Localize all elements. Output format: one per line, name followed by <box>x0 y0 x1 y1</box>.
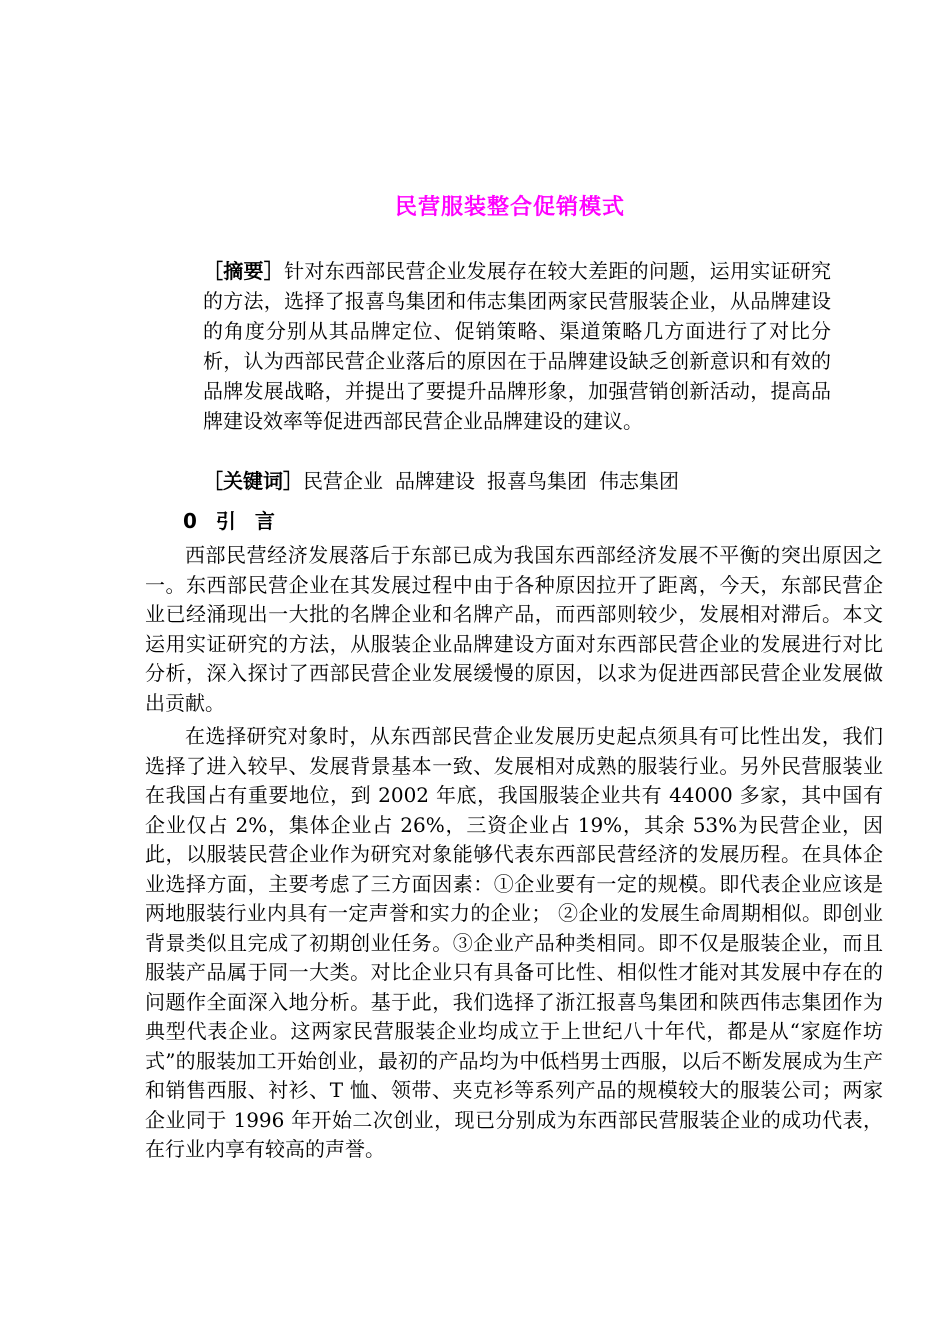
body-paragraph: 西部民营经济发展落后于东部已成为我国东西部经济发展不平衡的突出原因之一。东西部民营企业在其发展过程中由于各种原因拉开了距离，今天，东部民营企业已经涌现出一大批的名牌企业和名牌产品，而西部则较少，发展相对滞后。本文运用实证研究的方法，从服装企业品牌建设方面对东西部民营企业的发展进行对比分析，深入探讨了西部民营企业发展缓慢的原因，以求为促进西部民营企业发展做出贡献。 <box>145 543 883 715</box>
keyword-item: 报喜鸟集团 <box>487 469 587 493</box>
abstract <box>203 256 831 436</box>
abstract-label: ［摘要］ <box>203 259 285 283</box>
body-paragraph: 在选择研究对象时，从东西部民营企业发展历史起点须具有可比性出发，我们选择了进入较早、发展背景基本一致、发展相对成熟的服装行业。另外民营服装业在我国占有重要地位，到 2002 年底，我国服装企业共有 44000 多家，其中国有企业仅占 2%，集体企业占 26%，三资企业占 19%，其余 53%为民营企业，因此，以服装民营企业作为研究对象能够代表东西部民营经济的发展历程。在具体企业选择方面，主要考虑了三方面因素：①企业要有一定的规模。即代表企业应该是两地服装行业内具有一定声誉和实力的企业； ②企业的发展生命周期相似。即创业背景类似且完成了初期创业任务。③企业产品种类相同。即不仅是服装企业，而且服装产品属于同一大类。对比企业只有具备可比性、相似性才能对其发展中存在的问题作全面深入地分析。基于此，我们选择了浙江报喜鸟集团和陕西伟志集团作为典型代表企业。这两家民营服装企业均成立于上世纪八十年代，都是从“家庭作坊式”的服装加工开始创业，最初的产品均为中低档男士西服，以后不断发展成为生产和销售西服、衬衫、T 恤、领带、夹克衫等系列产品的规模较大的服装公司；两家企业同于 1996 年开始二次创业，现已分别成为东西部民营服装企业的成功代表，在行业内享有较高的声誉。 <box>145 724 883 1161</box>
keywords <box>203 466 843 496</box>
page-title: 民营服装整合促销模式 <box>394 195 625 220</box>
section-heading: 0 引 言 <box>183 509 281 533</box>
keywords-label: ［关键词］ <box>203 469 303 493</box>
keyword-item: 品牌建设 <box>395 469 475 493</box>
abstract-text: 针对东西部民营企业发展存在较大差距的问题，运用实证研究的方法，选择了报喜鸟集团和伟志集团两家民营服装企业，从品牌建设的角度分别从其品牌定位、促销策略、渠道策略几方面进行了对比分析，认为西部民营企业落后的原因在于品牌建设缺乏创新意识和有效的品牌发展战略，并提出了要提升品牌形象，加强营销创新活动，提高品牌建设效率等促进西部民营企业品牌建设的建议。 <box>203 259 832 433</box>
keyword-item: 伟志集团 <box>599 469 679 493</box>
keyword-item: 民营企业 <box>303 469 383 493</box>
